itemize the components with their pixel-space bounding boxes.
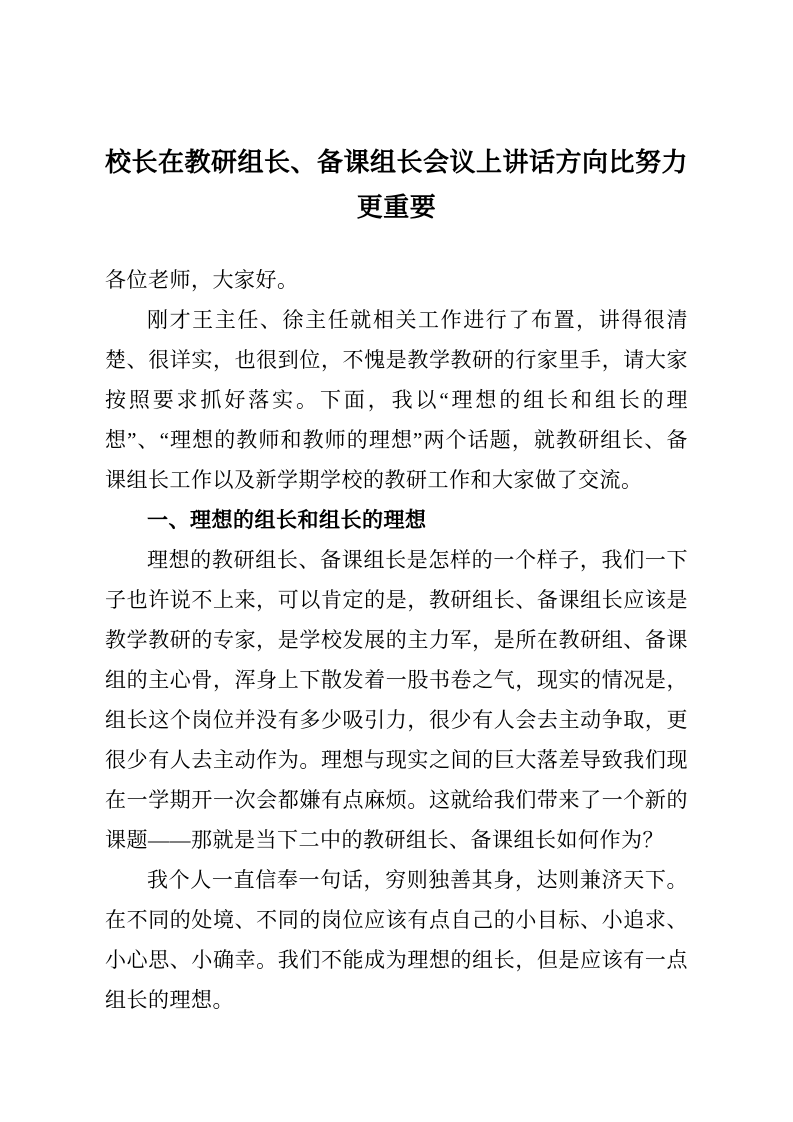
document-title xyxy=(105,140,688,230)
paragraph-personal-belief: 我个人一直信奉一句话，穷则独善其身，达则兼济天下。在不同的处境、不同的岗位应该有点自己的小目标、小追求、小心思、小确幸。我们不能成为理想的组长，但是应该有一点组长的理想。 xyxy=(105,868,688,1012)
paragraph-intro: 刚才王主任、徐主任就相关工作进行了布置，讲得很清楚、很详实，也很到位，不愧是教学教研的行家里手，请大家按照要求抓好落实。下面，我以“理想的组长和组长的理想”、“理想的教师和教师的理想”两个话题，就教研组长、备课组长工作以及新学期学校的教研工作和大家做了交流。 xyxy=(105,308,688,492)
paragraph-ideal-leader-body: 理想的教研组长、备课组长是怎样的一个样子，我们一下子也许说不上来，可以肯定的是，教研组长、备课组长应该是教学教研的专家，是学校发展的主力军，是所在教研组、备课组的主心骨，浑身上下散发着一股书卷之气，现实的情况是，组长这个岗位并没有多少吸引力，很少有人会去主动争取，更很少有人去主动作为。理想与现实之间的巨大落差导致我们现在一学期开一次会都嫌有点麻烦。这就给我们带来了一个新的课题——那就是当下二中的教研组长、备课组长如何作为？ xyxy=(105,548,688,852)
paragraph-greeting: 各位老师，大家好。 xyxy=(105,268,299,292)
document-title-line-2: 更重要 xyxy=(356,193,437,222)
section-heading-ideal-leader: 一、理想的组长和组长的理想 xyxy=(147,508,427,532)
document-title-line-1: 校长在教研组长、备课组长会议上讲话方向比努力 xyxy=(105,148,689,177)
